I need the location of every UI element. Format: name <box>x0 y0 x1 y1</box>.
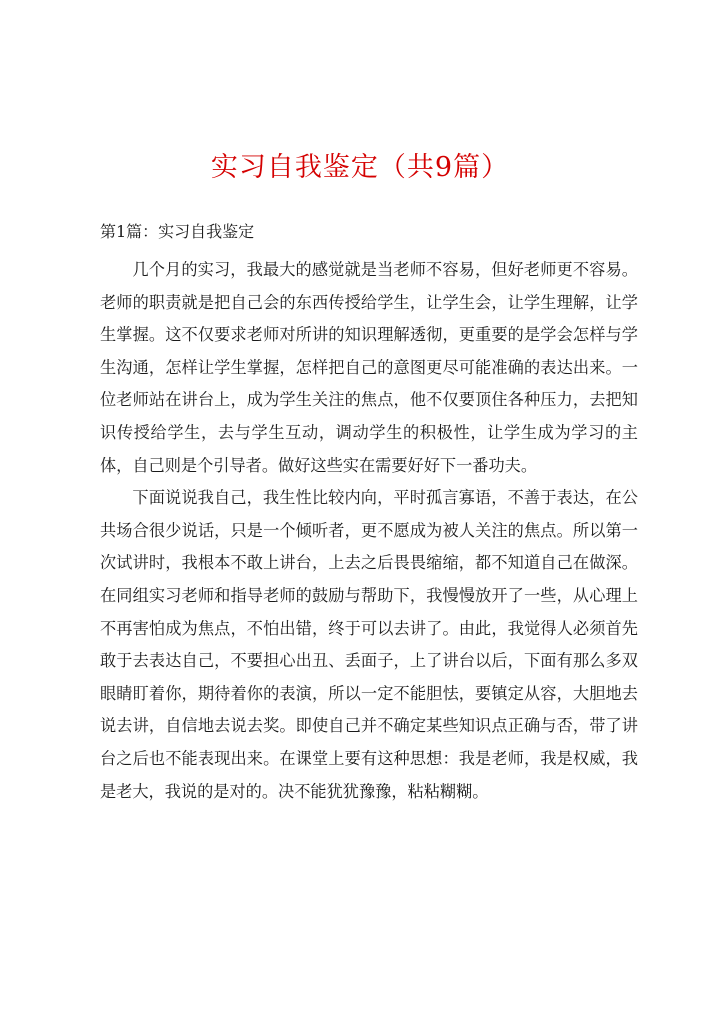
section-heading: 第1篇：实习自我鉴定 <box>100 222 255 241</box>
document-title: 实习自我鉴定（共9篇） <box>210 152 510 183</box>
document-body <box>100 254 638 808</box>
paragraph: 几个月的实习，我最大的感觉就是当老师不容易，但好老师更不容易。老师的职责就是把自己会的东西传授给学生，让学生会，让学生理解，让学生掌握。这不仅要求老师对所讲的知识理解透彻，更重要的是学会怎样与学生沟通，怎样让学生掌握，怎样把自己的意图更尽可能准确的表达出来。一位老师站在讲台上，成为学生关注的焦点，他不仅要顶住各种压力，去把知识传授给学生，去与学生互动，调动学生的积极性，让学生成为学习的主体，自己则是个引导者。做好这些实在需要好好下一番功夫。 <box>100 260 638 475</box>
paragraph: 下面说说我自己，我生性比较内向，平时孤言寡语，不善于表达，在公共场合很少说话，只是一个倾听者，更不愿成为被人关注的焦点。所以第一次试讲时，我根本不敢上讲台，上去之后畏畏缩缩，都不知道自己在做深。在同组实习老师和指导老师的鼓励与帮助下，我慢慢放开了一些，从心理上不再害怕成为焦点，不怕出错，终于可以去讲了。由此，我觉得人必须首先敢于去表达自己，不要担心出丑、丢面子，上了讲台以后，下面有那么多双眼睛盯着你，期待着你的表演，所以一定不能胆怯，要镇定从容，大胆地去说去讲，自信地去说去奖。即使自己并不确定某些知识点正确与否，带了讲台之后也不能表现出来。在课堂上要有这种思想：我是老师，我是权威，我是老大，我说的是对的。决不能犹犹豫豫，粘粘糊糊。 <box>100 488 638 801</box>
